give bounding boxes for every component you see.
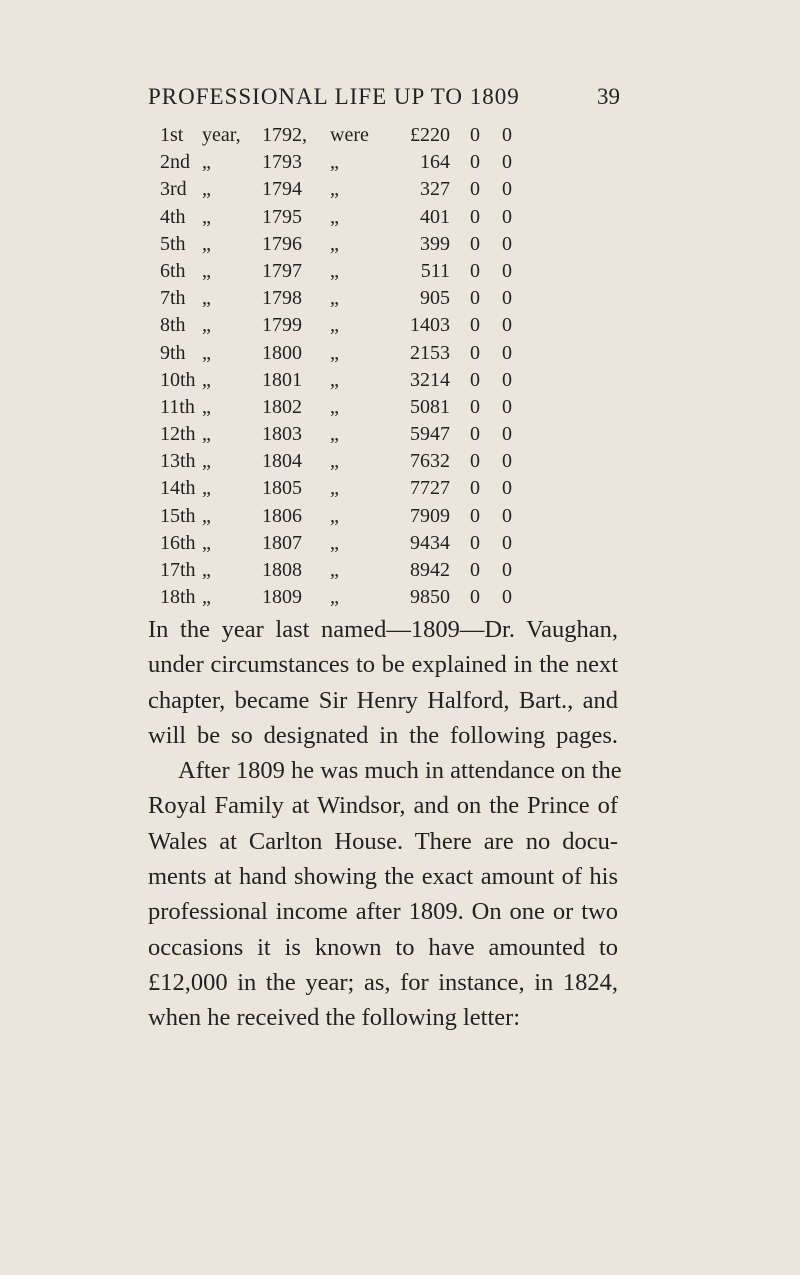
ordinal-cell: 14th	[160, 477, 196, 500]
shillings-cell: 0	[470, 287, 480, 310]
verb-cell: „	[330, 450, 339, 473]
pence-cell: 0	[502, 504, 512, 527]
amount-cell: 1403	[410, 314, 450, 337]
pence-cell: 0	[502, 368, 512, 391]
year-word-cell: „	[202, 423, 211, 446]
pence-cell: 0	[502, 314, 512, 337]
ordinal-cell: 10th	[160, 368, 196, 391]
year-cell: 1796	[262, 232, 302, 255]
amount-cell: 5947	[410, 423, 450, 446]
amount-cell: 7727	[410, 477, 450, 500]
verb-cell: „	[330, 559, 339, 581]
pence-cell: 0	[502, 586, 512, 609]
ordinal-cell: 4th	[160, 205, 186, 228]
amount-cell: 7909	[410, 504, 450, 527]
verb-cell: „	[330, 178, 339, 201]
amount-cell: 7632	[410, 450, 450, 473]
page-number: 39	[597, 84, 620, 109]
year-word-cell: „	[202, 395, 211, 418]
table-row	[160, 559, 620, 586]
year-word-cell: „	[202, 586, 211, 609]
verb-cell: „	[330, 395, 339, 418]
shillings-cell: 0	[470, 368, 480, 391]
year-word-cell: „	[202, 504, 211, 527]
verb-cell: „	[330, 586, 339, 609]
amount-cell: 511	[420, 259, 450, 282]
text-line: ments at hand showing the exact amount of his	[148, 863, 618, 891]
shillings-cell: 0	[470, 477, 480, 500]
text-line: In the year last named—1809—Dr. Vaughan,	[148, 616, 618, 643]
year-cell: 1793	[262, 151, 302, 174]
year-cell: 1792,	[262, 124, 307, 146]
table-row	[160, 178, 620, 205]
verb-cell: „	[330, 232, 339, 255]
shillings-cell: 0	[470, 395, 480, 418]
pence-cell: 0	[502, 395, 512, 418]
text-line: Wales at Carlton House. There are no docu-	[148, 827, 618, 855]
amount-cell: 2153	[410, 341, 450, 364]
verb-cell: „	[330, 477, 339, 500]
ordinal-cell: 15th	[160, 504, 196, 527]
shillings-cell: 0	[470, 559, 480, 581]
body-text	[148, 612, 622, 1036]
pence-cell: 0	[502, 151, 512, 174]
table-row	[160, 532, 620, 559]
text-line: when he received the following letter:	[148, 1004, 521, 1032]
amount-cell: 164	[420, 151, 450, 174]
year-cell: 1799	[262, 314, 302, 337]
verb-cell: „	[330, 259, 339, 282]
shillings-cell: 0	[470, 531, 480, 554]
ordinal-cell: 17th	[160, 559, 196, 581]
table-row	[160, 342, 620, 369]
pence-cell: 0	[502, 477, 512, 500]
pence-cell: 0	[502, 341, 512, 364]
ordinal-cell: 3rd	[160, 178, 187, 201]
table-row	[160, 396, 620, 423]
shillings-cell: 0	[470, 314, 480, 337]
table-row	[160, 314, 620, 341]
year-cell: 1795	[262, 205, 302, 228]
pence-cell: 0	[502, 423, 512, 446]
year-cell: 1802	[262, 395, 302, 418]
amount-cell: 327	[420, 178, 450, 201]
amount-cell: 8942	[410, 559, 450, 581]
table-row	[160, 423, 620, 450]
shillings-cell: 0	[470, 341, 480, 364]
text-line: will be so designated in the following pages.	[148, 721, 618, 749]
income-table	[160, 124, 620, 613]
ordinal-cell: 11th	[160, 395, 195, 418]
amount-cell: 5081	[410, 395, 450, 418]
year-word-cell: „	[202, 368, 211, 391]
year-word-cell: „	[202, 232, 211, 255]
ordinal-cell: 12th	[160, 423, 196, 446]
amount-cell: 9434	[410, 531, 450, 554]
text-line: occasions it is known to have amounted to	[148, 933, 618, 961]
running-title: PROFESSIONAL LIFE UP TO 1809	[148, 84, 520, 109]
verb-cell: „	[330, 341, 339, 364]
shillings-cell: 0	[470, 450, 480, 473]
table-row	[160, 287, 620, 314]
year-word-cell: „	[202, 287, 211, 310]
year-cell: 1800	[262, 341, 302, 364]
table-row	[160, 260, 620, 287]
shillings-cell: 0	[470, 151, 480, 174]
year-cell: 1797	[262, 259, 302, 282]
pence-cell: 0	[502, 232, 512, 255]
year-cell: 1807	[262, 531, 302, 554]
ordinal-cell: 13th	[160, 450, 196, 473]
pence-cell: 0	[502, 259, 512, 282]
table-row	[160, 124, 620, 151]
year-word-cell: „	[202, 341, 211, 364]
verb-cell: „	[330, 205, 339, 228]
text-line: £12,000 in the year; as, for instance, in 1824,	[148, 968, 618, 996]
text-line: professional income after 1809. On one or two	[148, 898, 618, 926]
shillings-cell: 0	[470, 423, 480, 446]
shillings-cell: 0	[470, 504, 480, 527]
text-line: Royal Family at Windsor, and on the Prince of	[148, 792, 618, 820]
ordinal-cell: 8th	[160, 314, 186, 337]
table-row	[160, 586, 620, 613]
amount-cell: 3214	[410, 368, 450, 391]
year-word-cell: „	[202, 314, 211, 337]
pence-cell: 0	[502, 559, 512, 581]
verb-cell: „	[330, 314, 339, 337]
pence-cell: 0	[502, 287, 512, 310]
year-word-cell: year,	[202, 124, 241, 146]
ordinal-cell: 1st	[160, 124, 184, 146]
year-cell: 1806	[262, 504, 302, 527]
table-row	[160, 233, 620, 260]
verb-cell: „	[330, 151, 339, 174]
year-word-cell: „	[202, 205, 211, 228]
year-word-cell: „	[202, 178, 211, 201]
ordinal-cell: 2nd	[160, 151, 190, 174]
verb-cell: „	[330, 504, 339, 527]
ordinal-cell: 7th	[160, 287, 186, 310]
year-cell: 1804	[262, 450, 302, 473]
verb-cell: „	[330, 368, 339, 391]
shillings-cell: 0	[470, 205, 480, 228]
table-row	[160, 477, 620, 504]
shillings-cell: 0	[470, 124, 480, 146]
ordinal-cell: 6th	[160, 259, 186, 282]
shillings-cell: 0	[470, 586, 480, 609]
table-row	[160, 206, 620, 233]
ordinal-cell: 5th	[160, 232, 186, 255]
year-word-cell: „	[202, 531, 211, 554]
ordinal-cell: 18th	[160, 586, 196, 609]
pence-cell: 0	[502, 450, 512, 473]
year-cell: 1803	[262, 423, 302, 446]
verb-cell: were	[330, 124, 369, 146]
verb-cell: „	[330, 531, 339, 554]
table-row	[160, 151, 620, 178]
year-cell: 1801	[262, 368, 302, 391]
shillings-cell: 0	[470, 259, 480, 282]
pence-cell: 0	[502, 178, 512, 201]
pence-cell: 0	[502, 124, 512, 146]
year-cell: 1798	[262, 287, 302, 310]
year-word-cell: „	[202, 450, 211, 473]
year-word-cell: „	[202, 477, 211, 500]
ordinal-cell: 9th	[160, 341, 186, 364]
table-row	[160, 450, 620, 477]
ordinal-cell: 16th	[160, 531, 196, 554]
verb-cell: „	[330, 287, 339, 310]
shillings-cell: 0	[470, 178, 480, 201]
table-row	[160, 369, 620, 396]
amount-cell: 9850	[410, 586, 450, 609]
verb-cell: „	[330, 423, 339, 446]
year-cell: 1794	[262, 178, 302, 201]
year-word-cell: „	[202, 559, 211, 581]
text-line: chapter, became Sir Henry Halford, Bart., and	[148, 686, 618, 714]
shillings-cell: 0	[470, 232, 480, 255]
pence-cell: 0	[502, 205, 512, 228]
amount-cell: 399	[420, 232, 450, 255]
running-header	[148, 84, 620, 124]
year-cell: 1809	[262, 586, 302, 609]
year-cell: 1805	[262, 477, 302, 500]
year-word-cell: „	[202, 151, 211, 174]
text-line: under circumstances to be explained in the next	[148, 651, 618, 679]
pence-cell: 0	[502, 531, 512, 554]
year-word-cell: „	[202, 259, 211, 282]
text-line: After 1809 he was much in attendance on the	[178, 757, 622, 785]
table-row	[160, 505, 620, 532]
amount-cell: 905	[420, 287, 450, 310]
amount-cell: 401	[420, 205, 450, 228]
year-cell: 1808	[262, 559, 302, 581]
amount-cell: £220	[410, 124, 450, 146]
